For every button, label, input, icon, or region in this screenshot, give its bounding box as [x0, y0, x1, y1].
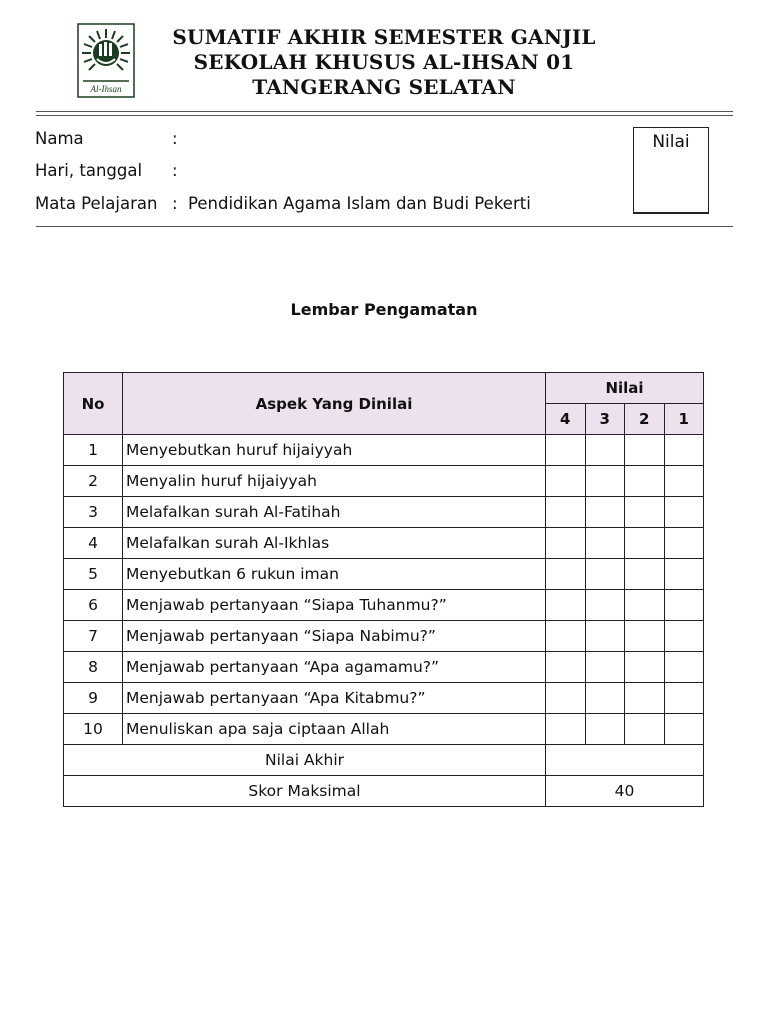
score-cell[interactable] — [585, 528, 625, 559]
score-cell[interactable] — [585, 621, 625, 652]
score-cell[interactable] — [585, 559, 625, 590]
score-cell[interactable] — [546, 559, 586, 590]
subject-value: Pendidikan Agama Islam dan Budi Pekerti — [188, 194, 531, 213]
score-level-2: 2 — [625, 404, 665, 435]
max-score-row — [64, 776, 704, 807]
score-cell[interactable] — [585, 466, 625, 497]
score-level-1: 1 — [664, 404, 704, 435]
max-score-label: Skor Maksimal — [64, 776, 546, 807]
table-row — [64, 466, 704, 497]
score-cell[interactable] — [625, 559, 665, 590]
header-divider-top — [36, 111, 733, 112]
score-cell[interactable] — [585, 497, 625, 528]
score-cell[interactable] — [546, 466, 586, 497]
row-aspect: Menyebutkan 6 rukun iman — [123, 559, 546, 590]
title-line-3: TANGERANG SELATAN — [252, 75, 516, 99]
table-row — [64, 683, 704, 714]
score-cell[interactable] — [625, 652, 665, 683]
row-number: 2 — [64, 466, 123, 497]
score-cell[interactable] — [546, 683, 586, 714]
score-box-label: Nilai — [652, 132, 690, 152]
score-cell[interactable] — [585, 652, 625, 683]
final-score-row — [64, 745, 704, 776]
score-cell[interactable] — [625, 590, 665, 621]
score-cell[interactable] — [664, 528, 704, 559]
score-cell[interactable] — [585, 683, 625, 714]
score-cell[interactable] — [664, 466, 704, 497]
score-box — [633, 127, 709, 214]
col-score-group-header: Nilai — [546, 373, 704, 404]
row-number: 6 — [64, 590, 123, 621]
row-aspect: Melafalkan surah Al-Fatihah — [123, 497, 546, 528]
score-cell[interactable] — [664, 714, 704, 745]
score-cell[interactable] — [546, 435, 586, 466]
table-row — [64, 652, 704, 683]
score-cell[interactable] — [625, 683, 665, 714]
table-row — [64, 621, 704, 652]
final-score-label: Nilai Akhir — [64, 745, 546, 776]
row-aspect: Menjawab pertanyaan “Apa agamamu?” — [123, 652, 546, 683]
score-cell[interactable] — [585, 435, 625, 466]
col-no-header: No — [64, 373, 123, 435]
row-number: 5 — [64, 559, 123, 590]
row-aspect: Melafalkan surah Al-Ikhlas — [123, 528, 546, 559]
score-cell[interactable] — [664, 435, 704, 466]
row-number: 8 — [64, 652, 123, 683]
row-number: 1 — [64, 435, 123, 466]
score-cell[interactable] — [664, 683, 704, 714]
table-row — [64, 714, 704, 745]
title-line-2: SEKOLAH KHUSUS AL-IHSAN 01 — [193, 50, 575, 74]
score-cell[interactable] — [546, 497, 586, 528]
row-number: 7 — [64, 621, 123, 652]
score-level-4: 4 — [546, 404, 586, 435]
observation-table — [63, 372, 704, 807]
row-number: 10 — [64, 714, 123, 745]
table-row — [64, 435, 704, 466]
score-cell[interactable] — [546, 590, 586, 621]
subject-colon: : — [172, 194, 178, 213]
logo-text: Al-Ihsan — [90, 84, 122, 94]
row-aspect: Menuliskan apa saja ciptaan Allah — [123, 714, 546, 745]
table-row — [64, 528, 704, 559]
row-aspect: Menyalin huruf hijaiyyah — [123, 466, 546, 497]
score-cell[interactable] — [546, 528, 586, 559]
table-row — [64, 590, 704, 621]
row-number: 3 — [64, 497, 123, 528]
school-logo — [77, 23, 135, 98]
table-row — [64, 559, 704, 590]
score-cell[interactable] — [664, 590, 704, 621]
section-title: Lembar Pengamatan — [290, 300, 478, 319]
score-cell[interactable] — [546, 652, 586, 683]
row-number: 4 — [64, 528, 123, 559]
row-number: 9 — [64, 683, 123, 714]
header-divider-bottom — [36, 115, 733, 116]
score-cell[interactable] — [625, 528, 665, 559]
score-cell[interactable] — [585, 714, 625, 745]
row-aspect: Menjawab pertanyaan “Siapa Tuhanmu?” — [123, 590, 546, 621]
score-cell[interactable] — [625, 621, 665, 652]
name-label: Nama — [35, 129, 84, 148]
date-label: Hari, tanggal — [35, 161, 143, 180]
score-level-3: 3 — [585, 404, 625, 435]
score-cell[interactable] — [585, 590, 625, 621]
name-colon: : — [172, 129, 178, 148]
final-score-value[interactable] — [546, 745, 704, 776]
col-aspect-header: Aspek Yang Dinilai — [123, 373, 546, 435]
score-cell[interactable] — [546, 621, 586, 652]
subject-label: Mata Pelajaran — [35, 194, 158, 213]
score-cell[interactable] — [664, 559, 704, 590]
max-score-value: 40 — [546, 776, 704, 807]
title-line-1: SUMATIF AKHIR SEMESTER GANJIL — [172, 25, 596, 49]
score-cell[interactable] — [625, 435, 665, 466]
score-cell[interactable] — [625, 466, 665, 497]
row-aspect: Menjawab pertanyaan “Apa Kitabmu?” — [123, 683, 546, 714]
table-row — [64, 497, 704, 528]
score-cell[interactable] — [546, 714, 586, 745]
row-aspect: Menyebutkan huruf hijaiyyah — [123, 435, 546, 466]
score-cell[interactable] — [664, 497, 704, 528]
row-aspect: Menjawab pertanyaan “Siapa Nabimu?” — [123, 621, 546, 652]
score-cell[interactable] — [625, 714, 665, 745]
score-cell[interactable] — [625, 497, 665, 528]
date-colon: : — [172, 161, 178, 180]
score-cell[interactable] — [664, 621, 704, 652]
score-cell[interactable] — [664, 652, 704, 683]
info-divider — [36, 226, 733, 227]
